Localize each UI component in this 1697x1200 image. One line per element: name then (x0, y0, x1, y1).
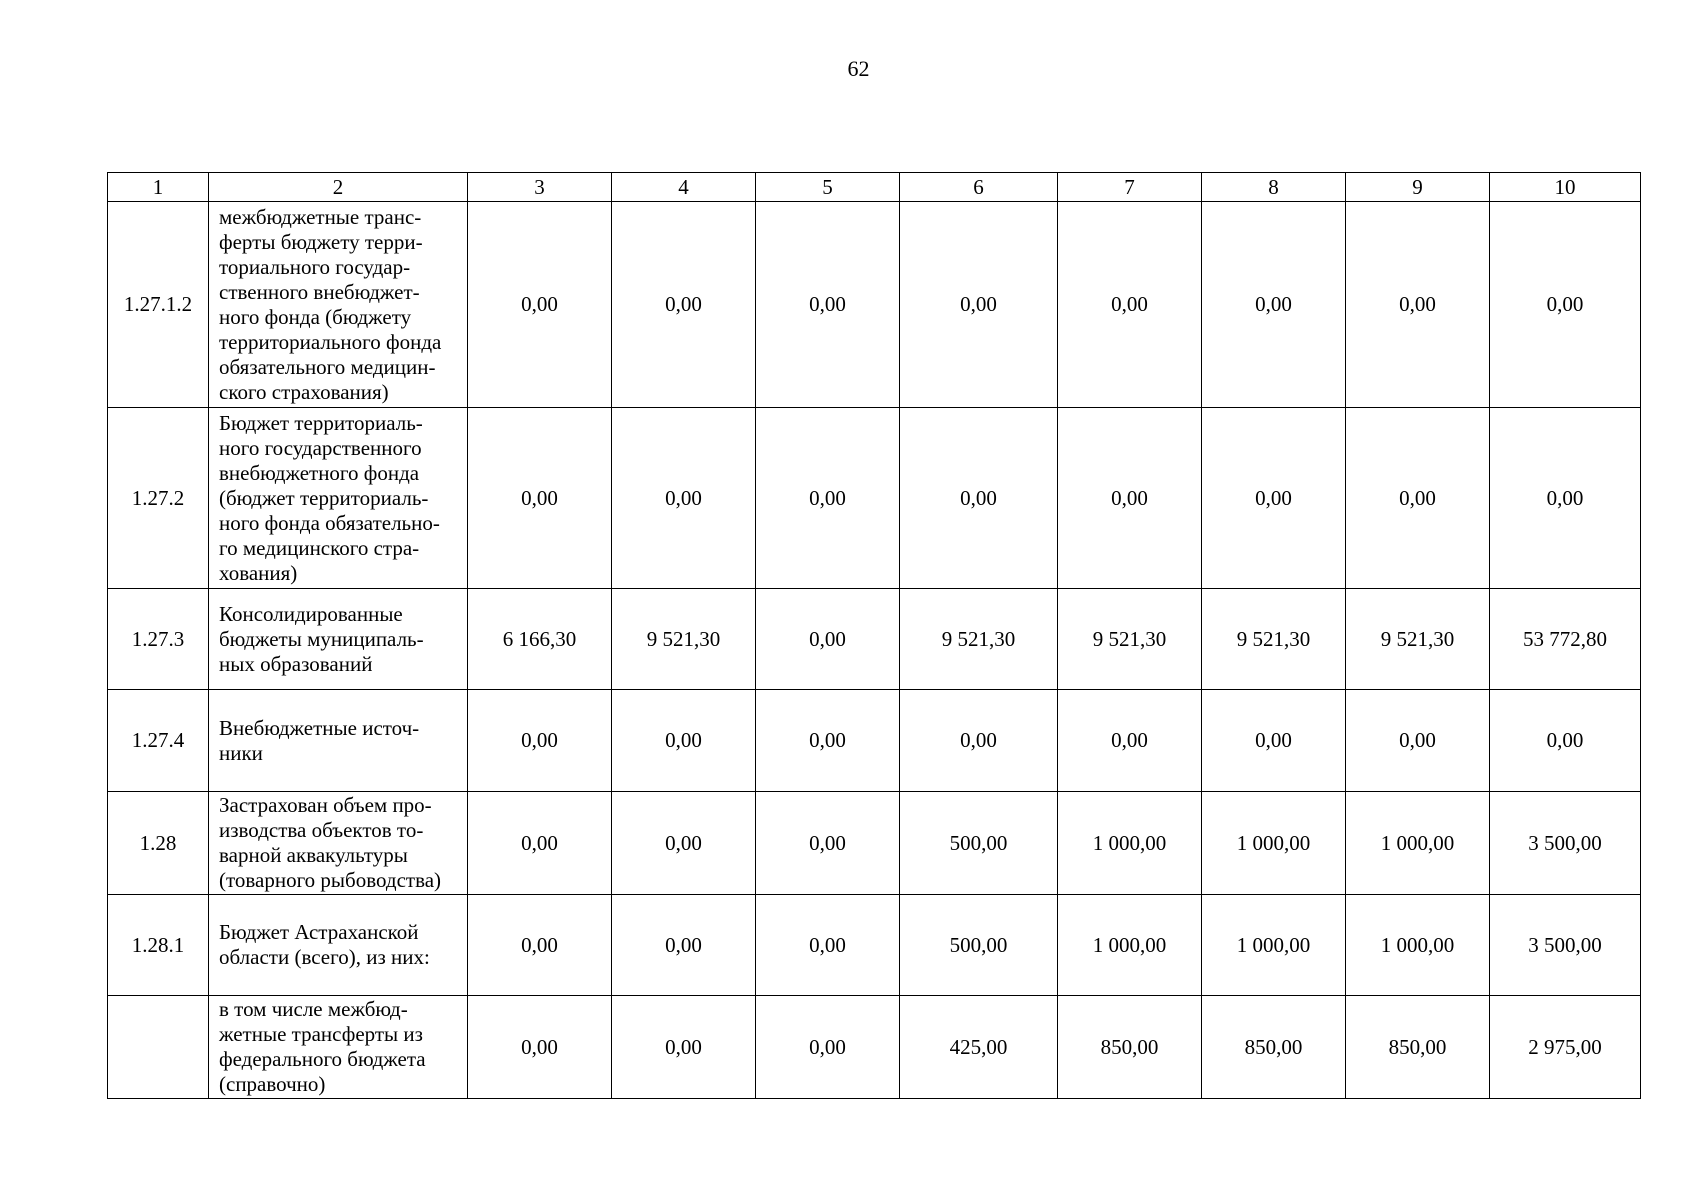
budget-table (107, 172, 1641, 1099)
value-cell: 0,00 (756, 408, 900, 589)
value-cell: 0,00 (1202, 690, 1346, 792)
column-number-row (108, 173, 1641, 202)
row-description: Бюджет Астраханской области (всего), из них: (209, 895, 468, 996)
value-cell: 0,00 (612, 895, 756, 996)
value-cell: 53 772,80 (1490, 589, 1641, 690)
table-row (108, 996, 1641, 1099)
row-code: 1.27.3 (108, 589, 209, 690)
table-row (108, 589, 1641, 690)
value-cell: 0,00 (1346, 202, 1490, 408)
value-cell: 425,00 (900, 996, 1058, 1099)
value-cell: 0,00 (900, 202, 1058, 408)
value-cell: 0,00 (1490, 408, 1641, 589)
value-cell: 0,00 (756, 589, 900, 690)
value-cell: 500,00 (900, 895, 1058, 996)
row-description: Застрахован объем про- изводства объектов то- варной аквакультуры (товарного рыбоводства) (209, 792, 468, 895)
column-number: 2 (209, 173, 468, 202)
column-number: 8 (1202, 173, 1346, 202)
value-cell: 9 521,30 (612, 589, 756, 690)
column-number: 9 (1346, 173, 1490, 202)
value-cell: 1 000,00 (1058, 792, 1202, 895)
value-cell: 0,00 (468, 792, 612, 895)
value-cell: 0,00 (612, 408, 756, 589)
row-code: 1.27.2 (108, 408, 209, 589)
row-code: 1.28 (108, 792, 209, 895)
column-number: 5 (756, 173, 900, 202)
value-cell: 0,00 (468, 408, 612, 589)
column-number: 7 (1058, 173, 1202, 202)
column-number: 1 (108, 173, 209, 202)
row-description: Консолидированные бюджеты муниципаль- ных образований (209, 589, 468, 690)
value-cell: 0,00 (612, 792, 756, 895)
column-number: 4 (612, 173, 756, 202)
value-cell: 0,00 (1346, 690, 1490, 792)
value-cell: 0,00 (1202, 202, 1346, 408)
page-number: 62 (847, 56, 870, 81)
value-cell: 0,00 (1346, 408, 1490, 589)
value-cell: 0,00 (1202, 408, 1346, 589)
value-cell: 0,00 (756, 895, 900, 996)
value-cell: 0,00 (468, 690, 612, 792)
value-cell: 2 975,00 (1490, 996, 1641, 1099)
value-cell: 0,00 (468, 202, 612, 408)
value-cell: 0,00 (612, 996, 756, 1099)
value-cell: 1 000,00 (1058, 895, 1202, 996)
value-cell: 0,00 (612, 690, 756, 792)
column-number: 10 (1490, 173, 1641, 202)
row-code (108, 996, 209, 1099)
row-description: межбюджетные транс- ферты бюджету терри- ториального государ- ственного внебюджет- ного фонда (бюджету территориального фонда обязательного медицин- ского страхования) (209, 202, 468, 408)
row-code: 1.27.1.2 (108, 202, 209, 408)
value-cell: 0,00 (468, 895, 612, 996)
value-cell: 9 521,30 (1058, 589, 1202, 690)
row-description: Бюджет территориаль- ного государственного внебюджетного фонда (бюджет территориаль- ного фонда обязательно- го медицинского стра- хования) (209, 408, 468, 589)
row-code: 1.28.1 (108, 895, 209, 996)
table-row (108, 895, 1641, 996)
row-code: 1.27.4 (108, 690, 209, 792)
table-row (108, 690, 1641, 792)
value-cell: 0,00 (900, 690, 1058, 792)
value-cell: 6 166,30 (468, 589, 612, 690)
value-cell: 3 500,00 (1490, 895, 1641, 996)
column-number: 6 (900, 173, 1058, 202)
value-cell: 9 521,30 (1202, 589, 1346, 690)
value-cell: 500,00 (900, 792, 1058, 895)
value-cell: 0,00 (1058, 408, 1202, 589)
value-cell: 3 500,00 (1490, 792, 1641, 895)
value-cell: 0,00 (1490, 202, 1641, 408)
value-cell: 1 000,00 (1346, 895, 1490, 996)
row-description: в том числе межбюд- жетные трансферты из федерального бюджета (справочно) (209, 996, 468, 1099)
table-row (108, 202, 1641, 408)
value-cell: 0,00 (756, 202, 900, 408)
value-cell: 850,00 (1202, 996, 1346, 1099)
value-cell: 0,00 (1490, 690, 1641, 792)
value-cell: 0,00 (612, 202, 756, 408)
value-cell: 850,00 (1058, 996, 1202, 1099)
value-cell: 0,00 (756, 996, 900, 1099)
value-cell: 1 000,00 (1346, 792, 1490, 895)
column-number: 3 (468, 173, 612, 202)
value-cell: 0,00 (756, 792, 900, 895)
row-description: Внебюджетные источ- ники (209, 690, 468, 792)
value-cell: 0,00 (1058, 202, 1202, 408)
table-row (108, 408, 1641, 589)
table-row (108, 792, 1641, 895)
value-cell: 1 000,00 (1202, 895, 1346, 996)
value-cell: 0,00 (1058, 690, 1202, 792)
value-cell: 9 521,30 (900, 589, 1058, 690)
value-cell: 0,00 (900, 408, 1058, 589)
value-cell: 1 000,00 (1202, 792, 1346, 895)
value-cell: 0,00 (756, 690, 900, 792)
value-cell: 9 521,30 (1346, 589, 1490, 690)
value-cell: 850,00 (1346, 996, 1490, 1099)
value-cell: 0,00 (468, 996, 612, 1099)
